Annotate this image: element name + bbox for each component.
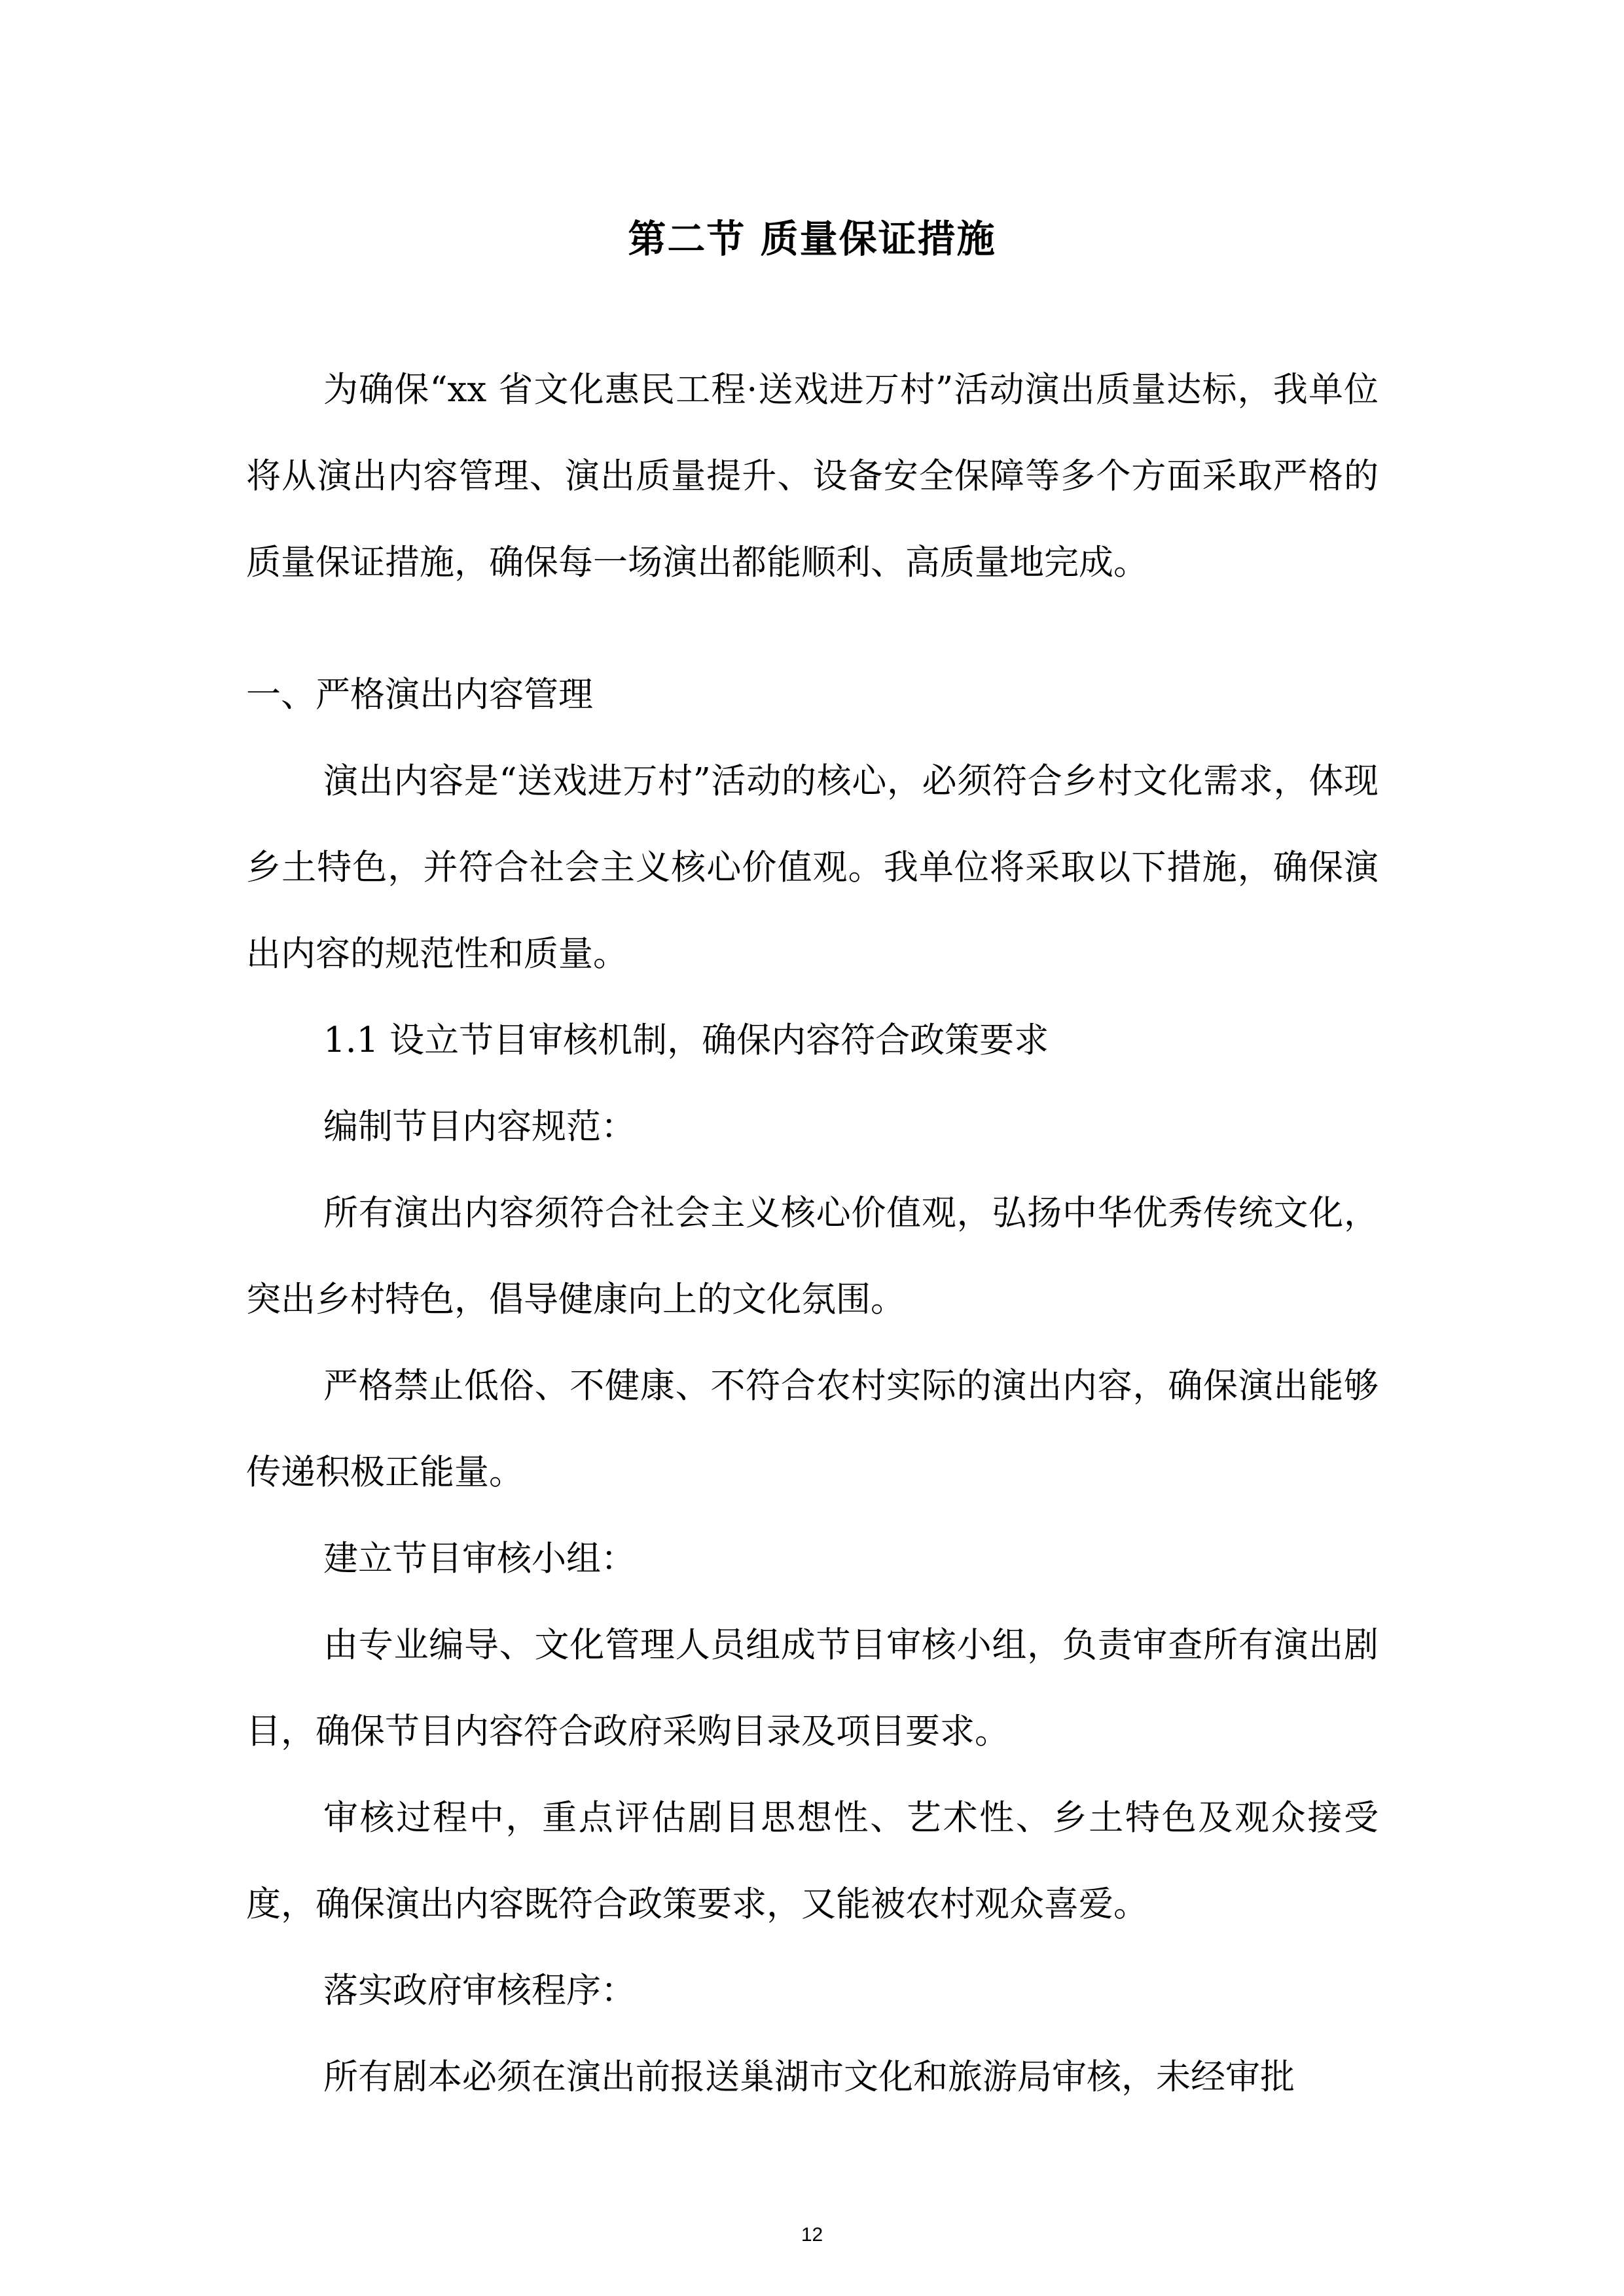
- paragraph-review-team-2: 审核过程中，重点评估剧目思想性、艺术性、乡土特色及观众接受度，确保演出内容既符合政策要求，又能被农村观众喜爱。: [246, 1798, 1379, 1924]
- subsection-heading: 1.1 设立节目审核机制，确保内容符合政策要求: [323, 1020, 1049, 1060]
- paragraph-review-team-1: 由专业编导、文化管理人员组成节目审核小组，负责审查所有演出剧目，确保节目内容符合政府采购目录及项目要求。: [246, 1625, 1379, 1751]
- section-heading: 一、严格演出内容管理: [246, 675, 593, 715]
- paragraph-content-standards-1: 所有演出内容须符合社会主义核心价值观，弘扬中华优秀传统文化，突出乡村特色，倡导健康向上的文化氛围。: [246, 1193, 1379, 1319]
- document-body: [246, 347, 1379, 2121]
- item-heading-review-team: 建立节目审核小组：: [323, 1539, 636, 1579]
- paragraph-content-standards-2: 严格禁止低俗、不健康、不符合农村实际的演出内容，确保演出能够传递积极正能量。: [246, 1366, 1379, 1492]
- intro-paragraph: 为确保“xx 省文化惠民工程·送戏进万村”活动演出质量达标，我单位将从演出内容管理、演出质量提升、设备安全保障等多个方面采取严格的质量保证措施，确保每一场演出都能顺利、高质量地完成。: [246, 370, 1379, 583]
- page-number: 12: [801, 2224, 823, 2246]
- page-title: 第二节 质量保证措施: [628, 217, 996, 261]
- item-heading-content-standards: 编制节目内容规范：: [323, 1107, 636, 1147]
- item-heading-government-review: 落实政府审核程序：: [323, 1971, 636, 2011]
- section-intro-paragraph: 演出内容是“送戏进万村”活动的核心，必须符合乡村文化需求，体现乡土特色，并符合社会主义核心价值观。我单位将采取以下措施，确保演出内容的规范性和质量。: [246, 761, 1379, 974]
- paragraph-government-review-1: 所有剧本必须在演出前报送巢湖市文化和旅游局审核，未经审批: [323, 2057, 1295, 2097]
